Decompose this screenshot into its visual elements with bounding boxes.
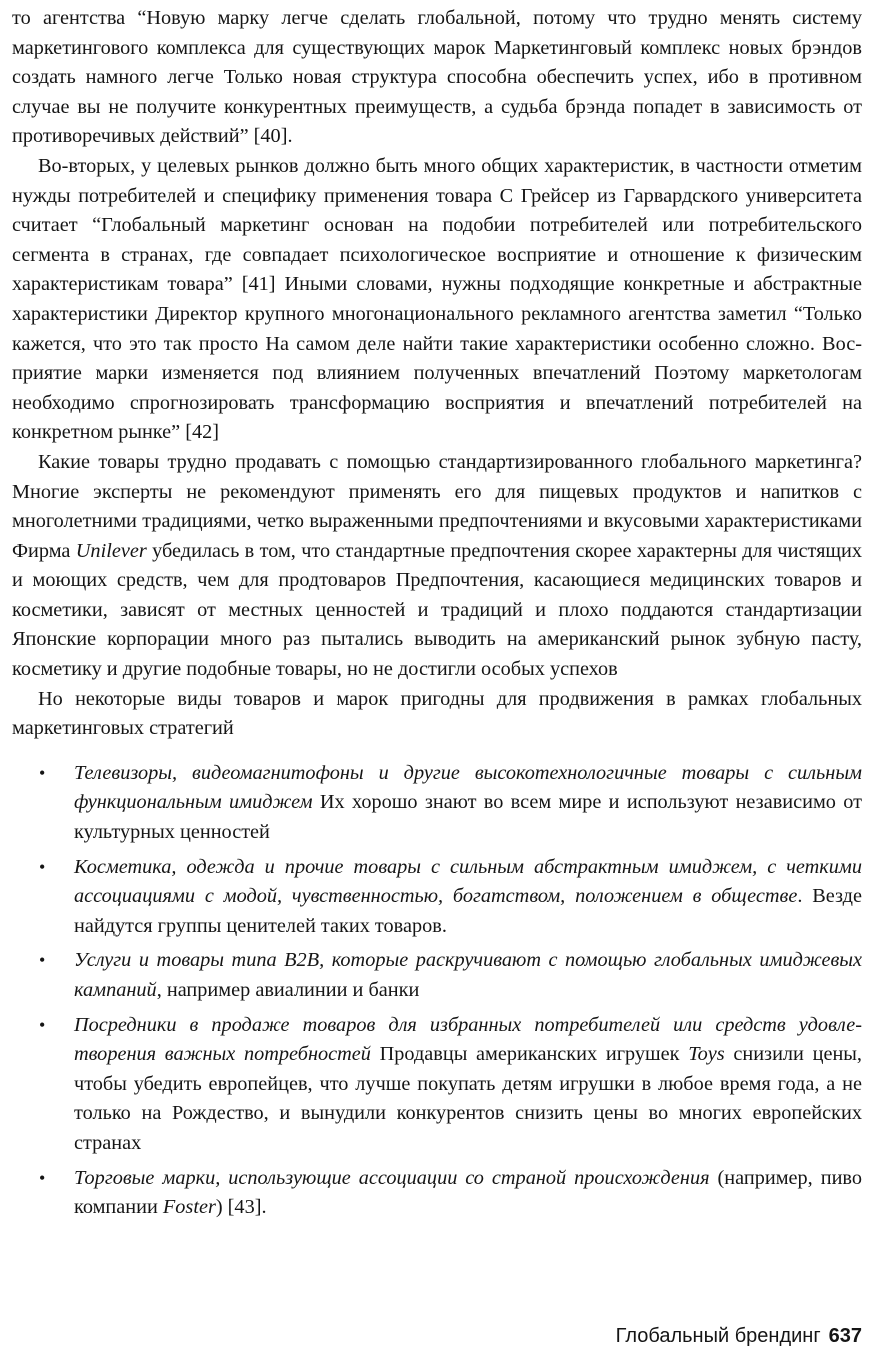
brand-unilever: Unilever bbox=[75, 539, 147, 562]
bullet-icon: • bbox=[39, 950, 46, 971]
brand-toys: Toys bbox=[688, 1043, 725, 1066]
list-item-lead: Услуги и товары типа B2B, которые раскручивают с помощью глобальных имиджевых кампаний bbox=[74, 949, 862, 1001]
list-item-tail: снизили цены, чтобы убедить европейцев, что лучше покупать детям игрушки в любое время года, а не только на Рождество, и вынудили конкурентов снизить цены во многих европейских странах bbox=[74, 1043, 862, 1154]
list-item-text: . Везде найдутся группы ценителей таких товаров. bbox=[74, 885, 862, 937]
list-item-text: (например, пиво компании bbox=[74, 1166, 862, 1219]
bullet-icon: • bbox=[39, 762, 46, 783]
bullet-icon: • bbox=[39, 856, 46, 877]
list-item bbox=[12, 1164, 862, 1223]
paragraph-3-after: убедилась в том, что стандартные предпочтения скорее характерны для чистящих и моющих средств, чем для продтоваров Предпочтения, касающиеся медицинских товаров и косметики, зависят от местных ценностей и традиций и плохо поддаются стандартизации Японские корпорации много раз пытались выводить на американский рынок зубную пасту, косметику и другие подобные товары, но не достигли особых успехов bbox=[12, 539, 863, 681]
list-item bbox=[12, 946, 862, 1005]
brand-foster: Foster bbox=[162, 1196, 216, 1219]
page-number: 637 bbox=[828, 1325, 862, 1347]
list-item bbox=[12, 853, 862, 942]
bullet-icon: • bbox=[39, 1014, 46, 1035]
list-item bbox=[12, 1011, 862, 1159]
list-item-text: Их хорошо знают во всем мире и используют независимо от культурных ценностей bbox=[74, 791, 863, 844]
list-item-lead: Телевизоры, видеомагнитофоны и другие высокотехнологичные товары с сильным функциональным имиджем bbox=[74, 761, 862, 814]
footer-title: Глобальный брендинг bbox=[615, 1325, 821, 1347]
list-item-lead: Посредники в продаже товаров для избранных потребителей или средств удовлетворения важных потребностей bbox=[74, 1013, 862, 1066]
list-item-lead: Косметика, одежда и прочие товары с сильным абстрактным имиджем, с четкими ассоциациями с модой, чувственностью, богатством, положением в обществе bbox=[74, 855, 862, 908]
page-body bbox=[12, 4, 862, 1228]
list-item-text: , например авиалинии и банки bbox=[156, 979, 420, 1001]
paragraph-3 bbox=[12, 448, 862, 685]
paragraph-3-before: Какие товары трудно продавать с помощью стандартизированного глобального маркетинга? Многие эксперты не рекомендуют применять его для пищевых продуктов и напитков с многолетними традициями, четко выраженными предпочтениями и вкусовыми характеристиками Фирма bbox=[12, 450, 862, 562]
running-footer bbox=[616, 1322, 862, 1350]
bullet-icon: • bbox=[39, 1167, 46, 1188]
paragraph-2: Во-вторых, у целевых рынков должно быть много общих характеристик, в частности отметим нужды потребителей и специфику применения товара С Грейсер из Гарвардского университета считает “Глобальный маркетинг основан на подобии потребителей или потребительского сегмента в странах, где совпадает психологическое восприятие и отношение к физическим характеристикам товара” [41] Иными словами, нужны подходящие конкретные и абстрактные характеристики Директор крупного многонационального рекламного агентства заметил “Только кажется, что это так просто На самом деле найти такие характеристики особенно сложно. Восприятие марки изменяется под влиянием полученных впечатлений Поэтому маркетологам необходимо спрогнозировать трансформацию восприятия и впечатлений потребителей на конкретном рынке” [42] bbox=[12, 154, 862, 444]
paragraph-4: Но некоторые виды товаров и марок пригодны для продвижения в рамках глобальных маркетинговых стратегий bbox=[12, 687, 862, 740]
bullet-list bbox=[12, 759, 862, 1223]
paragraph-1: то агентства “Новую марку легче сделать глобальной, потому что трудно менять систему маркетингового комплекса для существующих марок Маркетинговый комплекс новых брэндов создать намного легче Только новая структура способна обеспечить успех, ибо в противном случае вы не получите конкурентных преимуществ, а судьба брэнда попадет в зависимость от противоречивых действий” [40]. bbox=[12, 7, 862, 148]
list-item-text: Продавцы американских игрушек bbox=[370, 1043, 689, 1066]
list-item bbox=[12, 759, 862, 848]
list-item-lead: Торговые марки, использующие ассоциации со страной происхождения bbox=[74, 1166, 710, 1189]
list-item-tail: ) [43]. bbox=[215, 1196, 267, 1219]
